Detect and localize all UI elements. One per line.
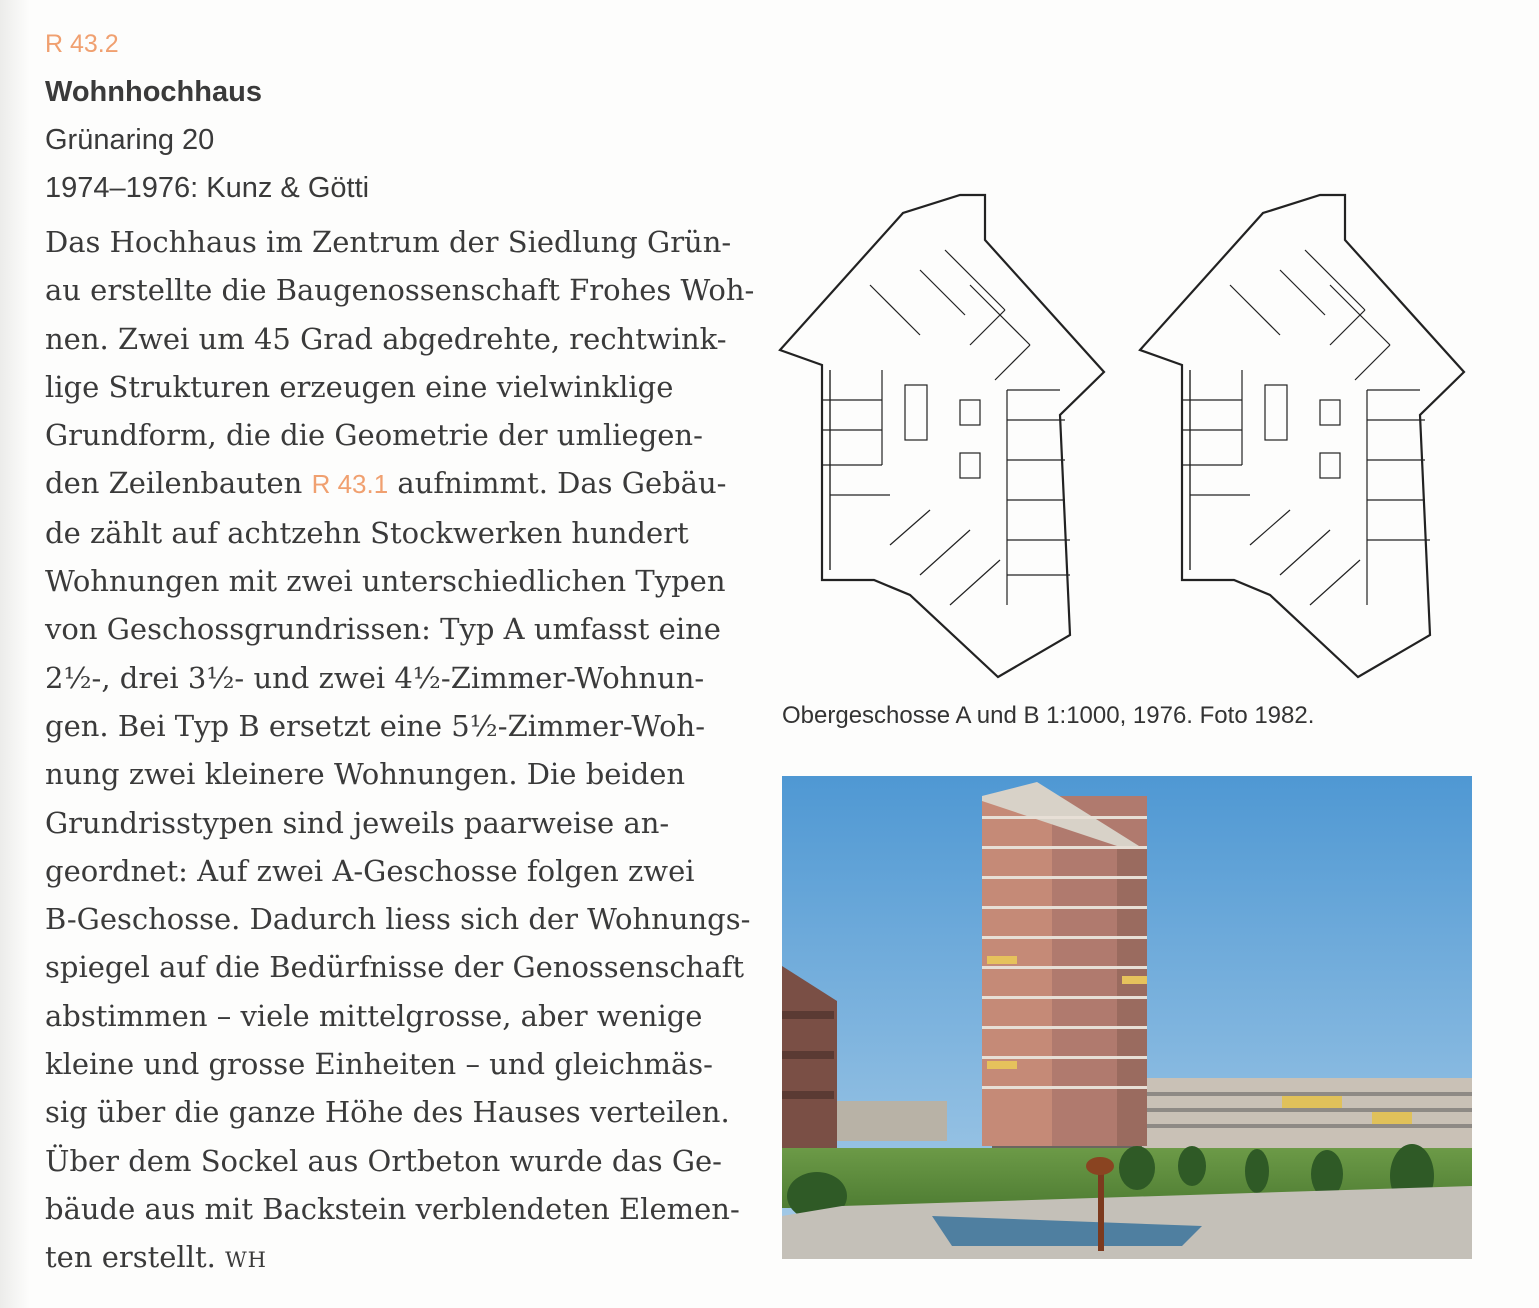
text-line: bäude aus mit Backstein verblendeten Elemen- bbox=[45, 1191, 740, 1226]
text-line-start: ten erstellt. bbox=[45, 1240, 226, 1275]
text-line: nen. Zwei um 45 Grad abgedrehte, rechtwink- bbox=[45, 321, 727, 356]
text-line: Über dem Sockel aus Ortbeton wurde das Ge- bbox=[45, 1143, 722, 1178]
text-line: kleine und grosse Einheiten – und gleichmäs- bbox=[45, 1047, 713, 1082]
text-line: abstimmen – viele mittelgrosse, aber wenige bbox=[45, 998, 703, 1033]
text-line: sig über die ganze Höhe des Hauses verteilen. bbox=[45, 1095, 730, 1130]
floor-plan-b bbox=[1140, 195, 1464, 677]
text-line-with-reference bbox=[45, 459, 745, 508]
text-line: lige Strukturen erzeugen eine vielwinklige bbox=[45, 369, 674, 404]
text-line-start: den Zeilenbauten bbox=[45, 466, 312, 501]
text-line: B-Geschosse. Dadurch liess sich der Wohnungs- bbox=[45, 902, 751, 937]
tower-building bbox=[982, 782, 1147, 1176]
building-address: Grünaring 20 bbox=[45, 124, 215, 156]
text-line: Das Hochhaus im Zentrum der Siedlung Grün- bbox=[45, 225, 732, 259]
floor-plan-a bbox=[780, 195, 1104, 677]
text-line: nung zwei kleinere Wohnungen. Die beiden bbox=[45, 757, 686, 792]
figure-caption: Obergeschosse A und B 1:1000, 1976. Foto 1982. bbox=[782, 702, 1315, 729]
floor-plans bbox=[770, 185, 1480, 685]
building-photo bbox=[782, 776, 1472, 1259]
text-line: Grundrisstypen sind jeweils paarweise an- bbox=[45, 805, 670, 840]
text-line: geordnet: Auf zwei A-Geschosse folgen zwei bbox=[45, 853, 695, 888]
text-line-end: aufnimmt. Das Gebäu- bbox=[388, 466, 727, 501]
text-line: Grundform, die die Geometrie der umliegen- bbox=[45, 418, 703, 453]
body-text bbox=[45, 218, 755, 1285]
cross-reference-link[interactable]: R 43.1 bbox=[311, 469, 389, 500]
reference-code: R 43.2 bbox=[45, 30, 119, 58]
text-line: 2½-, drei 3½- und zwei 4½-Zimmer-Wohnun- bbox=[45, 660, 705, 695]
slab-block bbox=[1142, 1078, 1472, 1148]
text-line: de zählt auf achtzehn Stockwerken hundert bbox=[45, 515, 689, 550]
text-line-final bbox=[45, 1233, 745, 1284]
text-line: au erstellte die Baugenossenschaft Frohes Woh- bbox=[45, 273, 755, 308]
text-line: spiegel auf die Bedürfnisse der Genossenschaft bbox=[45, 950, 745, 985]
text-line: Wohnungen mit zwei unterschiedlichen Typen bbox=[45, 564, 726, 599]
building-title: Wohnhochhaus bbox=[45, 76, 262, 108]
background-buildings bbox=[827, 1101, 947, 1141]
text-line: von Geschossgrundrissen: Typ A umfasst eine bbox=[45, 612, 721, 647]
page-gutter bbox=[0, 0, 30, 1308]
sculpture-head bbox=[1086, 1157, 1114, 1175]
author-initials: WH bbox=[225, 1248, 267, 1273]
text-line: gen. Bei Typ B ersetzt eine 5½-Zimmer-Woh- bbox=[45, 708, 706, 743]
years-and-architects: 1974–1976: Kunz & Götti bbox=[45, 172, 370, 204]
